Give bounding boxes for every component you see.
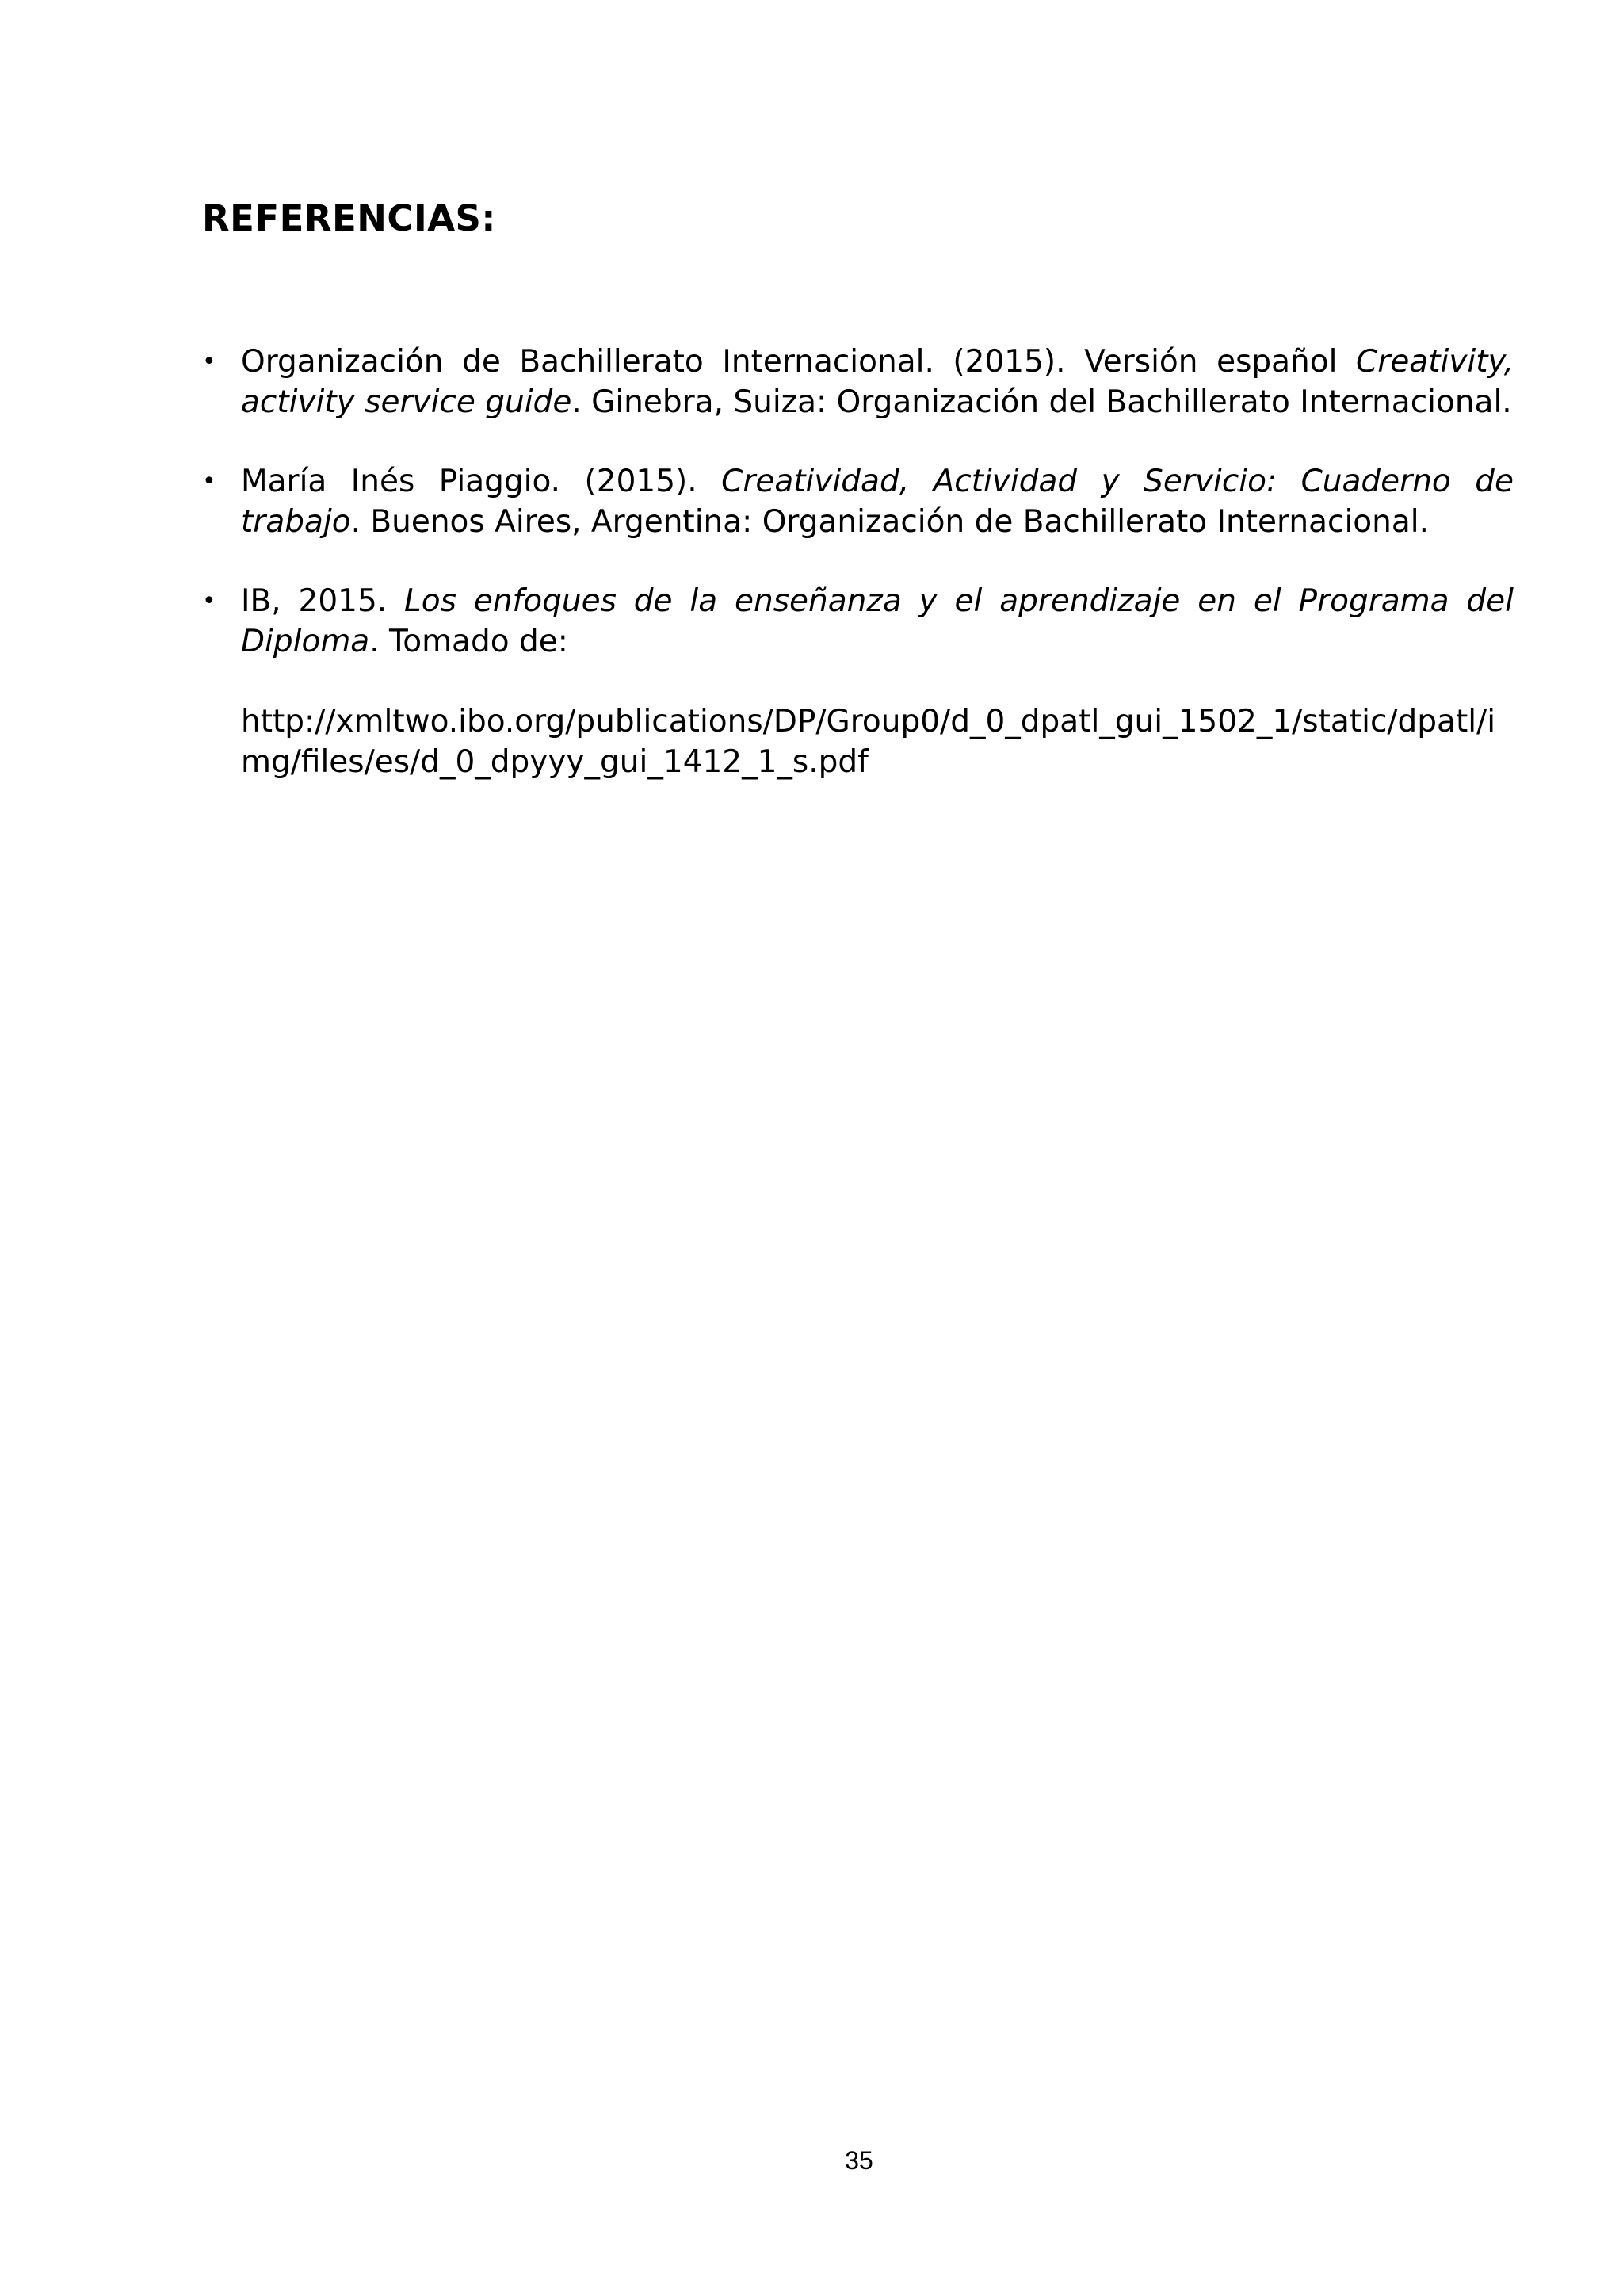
reference-text [241,462,1514,542]
reference-author: María Inés Piaggio. (2015). [241,464,722,499]
bullet-icon: • [202,468,216,495]
reference-item [202,582,1514,782]
reference-text [241,342,1514,422]
reference-list [202,342,1514,822]
bullet-icon: • [202,348,216,376]
reference-author: IB, 2015. [241,583,405,619]
reference-publisher: . Ginebra, Suiza: Organización del Bachillerato Internacional. [571,384,1512,420]
reference-title: Creativity, activity service guide [241,344,1514,420]
bullet-icon: • [202,587,216,615]
reference-text [241,582,1514,662]
page-number: 35 [845,2146,873,2175]
reference-title: Los enfoques de la enseñanza y el aprendizaje en el Programa del Diploma [241,583,1514,659]
reference-url: http://xmltwo.ibo.org/publications/DP/Group0/d_0_dpatl_gui_1502_1/static/dpatl/img/files/es/d_0_dpyyy_gui_1412_1_s.pdf [241,704,1496,780]
reference-author: Organización de Bachillerato Internacional. (2015). Versión español [241,344,1357,380]
page-title: REFERENCIAS: [202,197,496,239]
reference-publisher: . Buenos Aires, Argentina: Organización de Bachillerato Internacional. [350,503,1429,540]
reference-title: Creatividad, Actividad y Servicio: Cuaderno de trabajo [241,464,1514,540]
reference-item [202,462,1514,542]
reference-item [202,342,1514,422]
reference-source-note: . Tomado de: [369,623,568,659]
